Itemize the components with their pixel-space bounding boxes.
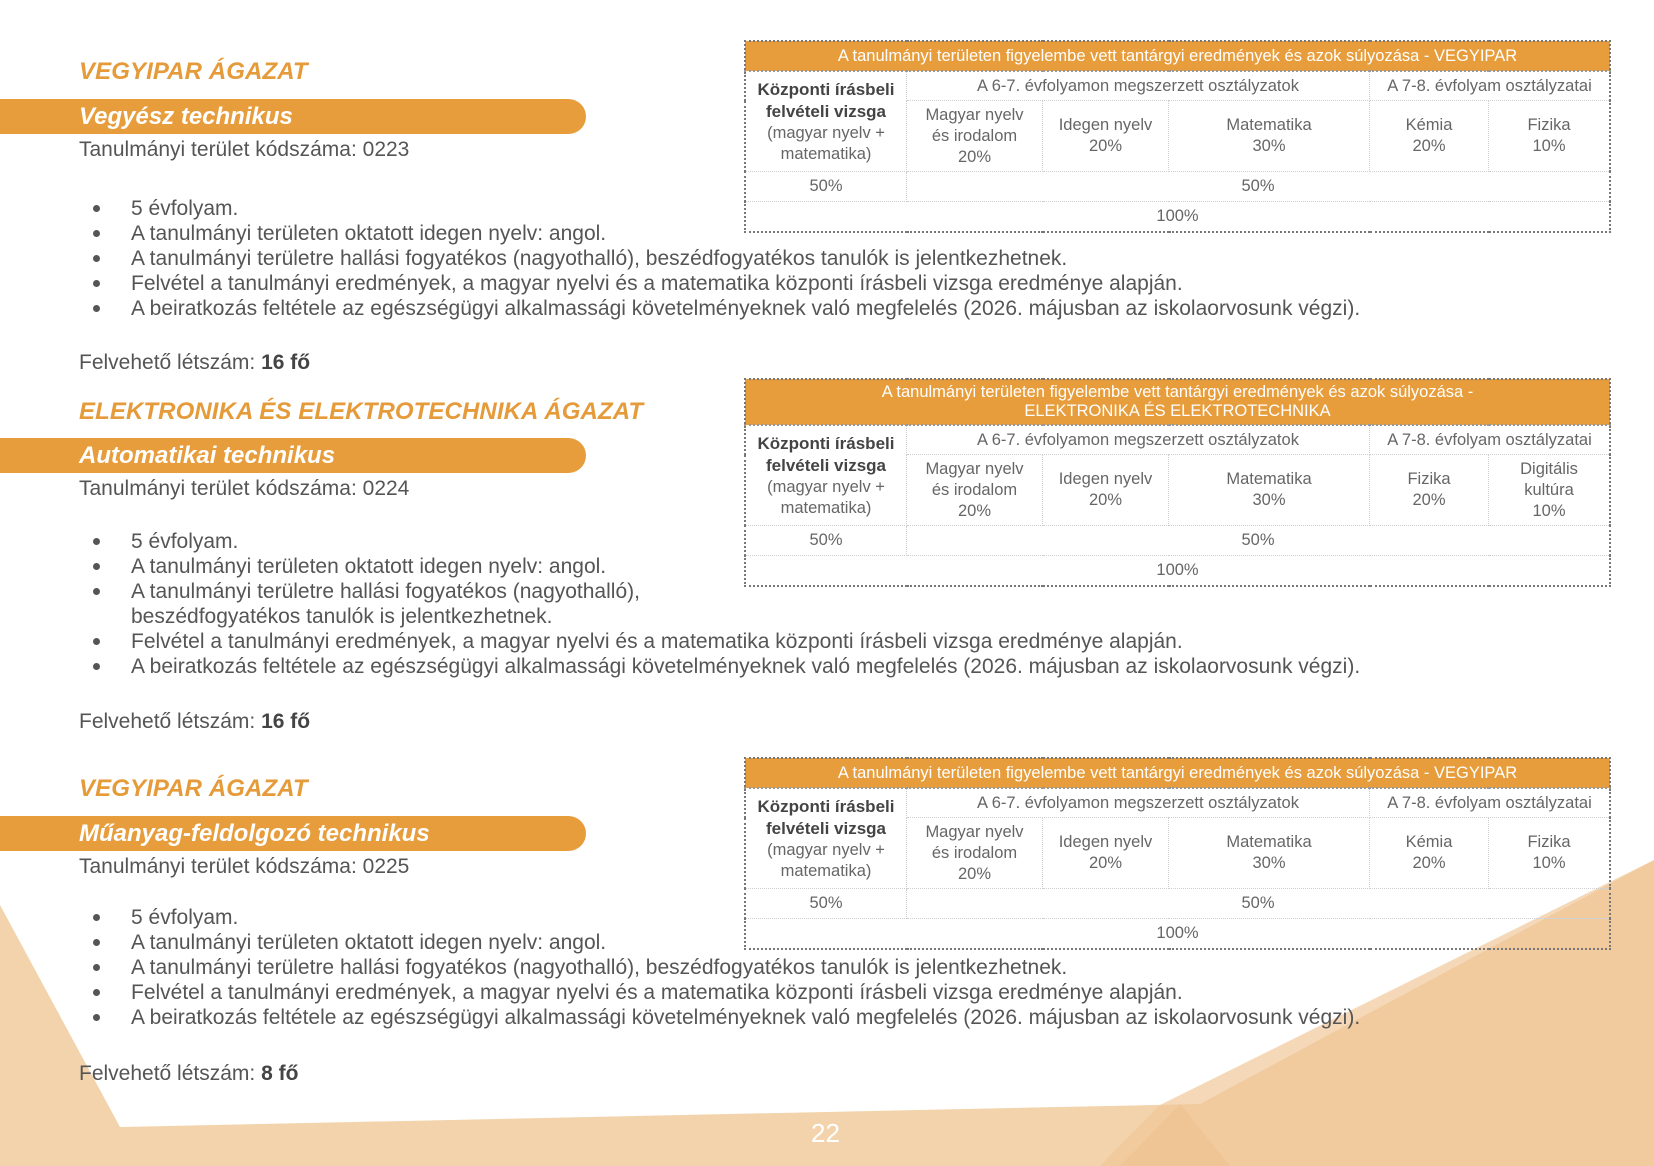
bullet-item: A tanulmányi területen oktatott idegen nyelv: angol. xyxy=(79,554,1579,579)
subject-name: Idegen nyelv xyxy=(1058,833,1153,851)
group-6-7: A 6-7. évfolyamon megszerzett osztályzatok xyxy=(907,788,1370,818)
exam-pct: 50% xyxy=(745,172,907,202)
exam-label-2: felvételi vizsga xyxy=(765,455,886,475)
subject-pct: 20% xyxy=(1412,854,1446,872)
bullet-item: Felvétel a tanulmányi eredmények, a magyar nyelvi és a matematika központi írásbeli vizsga eredménye alapján. xyxy=(79,980,1579,1005)
exam-cell xyxy=(745,425,907,526)
subject-pct: 20% xyxy=(1412,491,1446,509)
count-value: 16 fő xyxy=(261,710,311,733)
subject-cell xyxy=(907,101,1043,172)
profession-title: Műanyag-feldolgozó technikus xyxy=(79,820,430,847)
sector-title: VEGYIPAR ÁGAZAT xyxy=(79,58,308,85)
code-line: Tanulmányi terület kódszáma: 0225 xyxy=(79,855,410,878)
profession-title: Vegyész technikus xyxy=(79,103,293,130)
group-6-7: A 6-7. évfolyamon megszerzett osztályzatok xyxy=(907,425,1370,455)
exam-cell xyxy=(745,71,907,172)
admission-count xyxy=(79,351,310,375)
bullet-item: A beiratkozás feltétele az egészségügyi alkalmassági követelményeknek való megfelelés (2026. májusban az iskolaorvosunk végzi). xyxy=(79,654,1579,679)
subject-name: Matematika xyxy=(1226,833,1312,851)
bullet-item: Felvétel a tanulmányi eredmények, a magyar nyelvi és a matematika központi írásbeli vizsga eredménye alapján. xyxy=(79,271,1579,296)
subject-cell xyxy=(907,818,1043,889)
total-pct: 100% xyxy=(745,919,1610,950)
subject-pct: 20% xyxy=(957,147,992,166)
subject-name: Magyar nyelv és irodalom xyxy=(925,105,1024,145)
exam-pct: 50% xyxy=(745,889,907,919)
bullet-item: 5 évfolyam. xyxy=(79,196,1579,221)
subject-name: Matematika xyxy=(1226,116,1312,134)
bullet-item: A tanulmányi területen oktatott idegen nyelv: angol. xyxy=(79,930,1579,955)
exam-note: (magyar nyelv + matematika) xyxy=(767,840,885,880)
weights-table xyxy=(744,757,1611,950)
subject-name: Fizika xyxy=(1527,833,1571,851)
subject-cell xyxy=(1370,818,1489,889)
count-value: 8 fő xyxy=(261,1062,299,1085)
subject-cell xyxy=(1489,455,1611,526)
profession-title: Automatikai technikus xyxy=(79,442,336,469)
exam-cell xyxy=(745,788,907,889)
bullet-item: A beiratkozás feltétele az egészségügyi alkalmassági követelményeknek való megfelelés (2026. májusban az iskolaorvosunk végzi). xyxy=(79,296,1579,321)
page-number: 22 xyxy=(811,1118,840,1148)
subject-pct: 20% xyxy=(1088,854,1123,872)
subject-name: Digitális kultúra xyxy=(1520,459,1578,499)
subject-pct: 20% xyxy=(1412,137,1446,155)
exam-label-1: Központi írásbeli xyxy=(757,433,895,453)
grades-pct: 50% xyxy=(907,889,1611,919)
bullet-item: A beiratkozás feltétele az egészségügyi alkalmassági követelményeknek való megfelelés (2026. májusban az iskolaorvosunk végzi). xyxy=(79,1005,1579,1030)
bullet-item: 5 évfolyam. xyxy=(79,905,1579,930)
subject-cell xyxy=(1043,455,1169,526)
subject-cell xyxy=(1169,818,1370,889)
subject-cell xyxy=(1169,455,1370,526)
exam-note: (magyar nyelv + matematika) xyxy=(767,477,885,517)
exam-label-2: felvételi vizsga xyxy=(765,818,886,838)
subject-pct: 20% xyxy=(957,864,992,883)
bullet-item: 5 évfolyam. xyxy=(79,529,1579,554)
subject-pct: 20% xyxy=(957,501,992,520)
subject-pct: 30% xyxy=(1252,137,1286,155)
subject-pct: 10% xyxy=(1532,137,1566,155)
table-title: A tanulmányi területen figyelembe vett tantárgyi eredmények és azok súlyozása - VEGYIPAR xyxy=(745,758,1610,788)
group-7-8: A 7-8. évfolyam osztályzatai xyxy=(1370,425,1611,455)
weights-table xyxy=(744,40,1611,233)
count-value: 16 fő xyxy=(261,351,311,374)
subject-cell xyxy=(907,455,1043,526)
subject-cell xyxy=(1370,101,1489,172)
subject-cell xyxy=(1043,101,1169,172)
group-6-7: A 6-7. évfolyamon megszerzett osztályzatok xyxy=(907,71,1370,101)
bullet-item: A tanulmányi területre hallási fogyatékos (nagyothalló), beszédfogyatékos tanulók is jelentkezhetnek. xyxy=(79,246,1579,271)
admission-count xyxy=(79,710,310,734)
group-7-8: A 7-8. évfolyam osztályzatai xyxy=(1370,71,1611,101)
group-7-8: A 7-8. évfolyam osztályzatai xyxy=(1370,788,1611,818)
subject-pct: 30% xyxy=(1252,854,1286,872)
subject-name: Matematika xyxy=(1226,470,1312,488)
bullet-item: A tanulmányi területre hallási fogyatékos (nagyothalló), beszédfogyatékos tanulók is jelentkezhetnek. xyxy=(79,955,1579,980)
profession-banner xyxy=(0,816,586,851)
subject-pct: 20% xyxy=(1088,491,1123,509)
subject-pct: 10% xyxy=(1532,854,1566,872)
subject-name: Fizika xyxy=(1407,470,1451,488)
code-line: Tanulmányi terület kódszáma: 0223 xyxy=(79,138,410,161)
exam-label-1: Központi írásbeli xyxy=(757,79,895,99)
count-label: Felvehető létszám: xyxy=(79,710,262,733)
exam-pct: 50% xyxy=(745,526,907,556)
admission-count xyxy=(79,1062,298,1086)
subject-cell xyxy=(1489,101,1611,172)
bullet-item: A tanulmányi területre hallási fogyatékos (nagyothalló), beszédfogyatékos tanulók is jelentkezhetnek. xyxy=(79,579,711,629)
total-pct: 100% xyxy=(745,202,1610,233)
subject-name: Kémia xyxy=(1405,833,1453,851)
exam-note: (magyar nyelv + matematika) xyxy=(767,123,885,163)
subject-cell xyxy=(1169,101,1370,172)
subject-name: Magyar nyelv és irodalom xyxy=(925,459,1024,499)
exam-label-1: Központi írásbeli xyxy=(757,796,895,816)
grades-pct: 50% xyxy=(907,172,1611,202)
sector-title: VEGYIPAR ÁGAZAT xyxy=(79,775,308,802)
count-label: Felvehető létszám: xyxy=(79,1062,262,1085)
grades-pct: 50% xyxy=(907,526,1611,556)
table-title-line-2: ELEKTRONIKA ÉS ELEKTROTECHNIKA xyxy=(1024,402,1331,420)
subject-name: Fizika xyxy=(1527,116,1571,134)
table-title: A tanulmányi területen figyelembe vett tantárgyi eredmények és azok súlyozása - VEGYIPAR xyxy=(745,41,1610,71)
subject-cell xyxy=(1370,455,1489,526)
weights-table xyxy=(744,378,1611,587)
subject-name: Magyar nyelv és irodalom xyxy=(925,822,1024,862)
sector-title: ELEKTRONIKA ÉS ELEKTROTECHNIKA ÁGAZAT xyxy=(79,398,644,425)
code-line: Tanulmányi terület kódszáma: 0224 xyxy=(79,477,410,500)
subject-pct: 20% xyxy=(1088,137,1123,155)
table-title-line-1: A tanulmányi területen figyelembe vett tantárgyi eredmények és azok súlyozása - xyxy=(881,383,1474,401)
subject-cell xyxy=(1043,818,1169,889)
subject-name: Kémia xyxy=(1405,116,1453,134)
subject-pct: 30% xyxy=(1252,491,1286,509)
subject-pct: 10% xyxy=(1532,501,1566,520)
bullet-item: Felvétel a tanulmányi eredmények, a magyar nyelvi és a matematika központi írásbeli vizsga eredménye alapján. xyxy=(79,629,1579,654)
count-label: Felvehető létszám: xyxy=(79,351,262,374)
exam-label-2: felvételi vizsga xyxy=(765,101,886,121)
profession-banner xyxy=(0,438,586,473)
subject-name: Idegen nyelv xyxy=(1058,116,1153,134)
total-pct: 100% xyxy=(745,556,1610,587)
table-title xyxy=(745,379,1610,425)
subject-cell xyxy=(1489,818,1611,889)
subject-name: Idegen nyelv xyxy=(1058,470,1153,488)
bullet-item: A tanulmányi területen oktatott idegen nyelv: angol. xyxy=(79,221,1579,246)
profession-banner xyxy=(0,99,586,134)
